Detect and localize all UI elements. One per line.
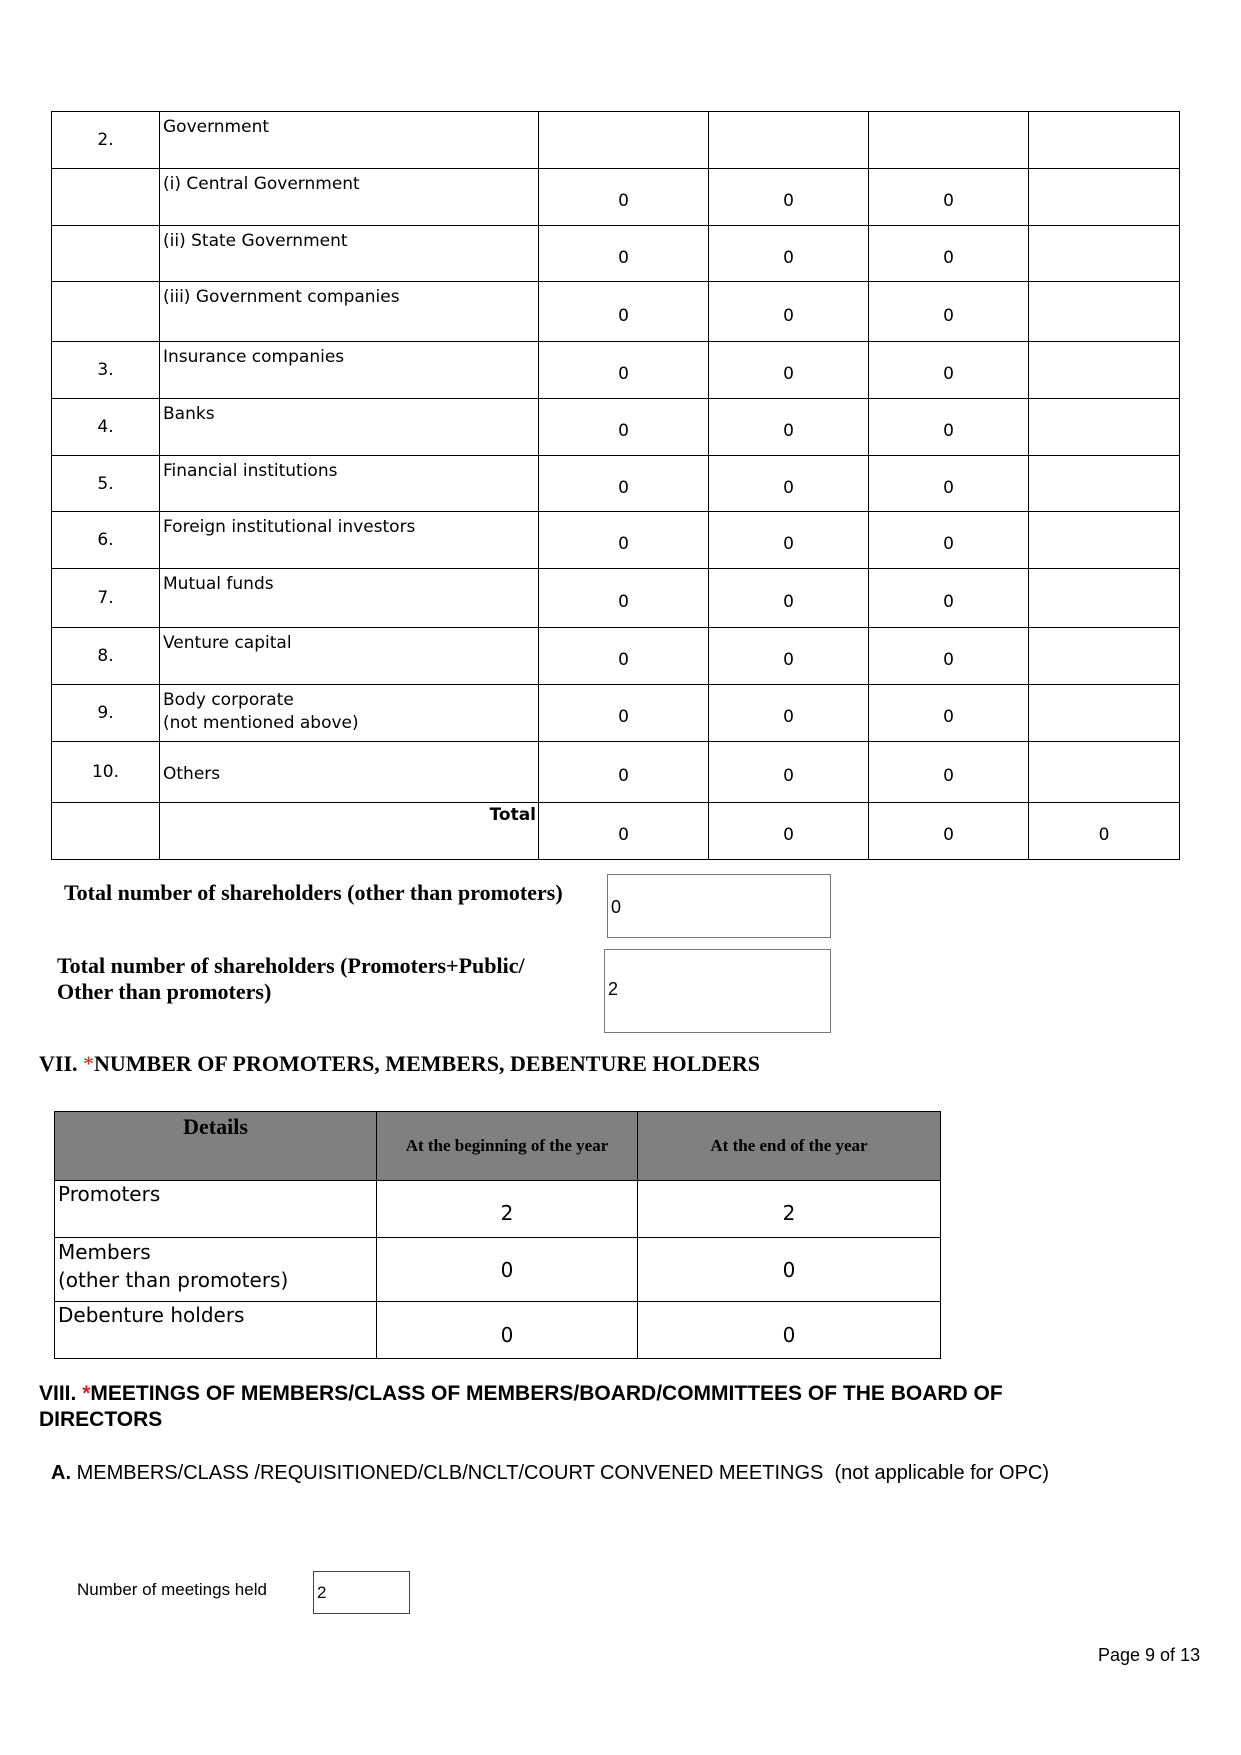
subsection-a-heading	[51, 1462, 1049, 1485]
value-cell: 0	[709, 169, 869, 226]
row-number	[52, 282, 160, 342]
table-row	[52, 112, 1180, 169]
value-cell	[1029, 512, 1180, 569]
table-row	[52, 685, 1180, 742]
total-value: 0	[869, 803, 1029, 860]
required-asterisk: *	[83, 1051, 95, 1076]
value-cell: 0	[709, 628, 869, 685]
value-cell	[1029, 399, 1180, 456]
subsection-a-title: MEMBERS/CLASS /REQUISITIONED/CLB/NCLT/COURT CONVENED MEETINGS	[76, 1462, 824, 1484]
category-label	[160, 112, 539, 169]
value-cell: 0	[709, 399, 869, 456]
row-number: 6.	[52, 512, 160, 569]
meetings-held-value: 2	[317, 1583, 327, 1602]
value-cell: 0	[539, 169, 709, 226]
category-label-line1: Banks	[163, 404, 215, 424]
category-label-line1: Venture capital	[163, 633, 292, 653]
category-label-line1: Insurance companies	[163, 347, 345, 367]
details-header: Details	[55, 1112, 377, 1181]
table-row	[52, 456, 1180, 512]
value-cell: 0	[869, 456, 1029, 512]
section-vii-number: VII.	[39, 1051, 84, 1076]
value-cell: 0	[869, 282, 1029, 342]
section-viii-title-line2: DIRECTORS	[39, 1408, 163, 1431]
value-cell	[869, 112, 1029, 169]
category-label	[160, 226, 539, 282]
category-label	[160, 399, 539, 456]
table-row	[52, 169, 1180, 226]
value-cell: 0	[539, 742, 709, 803]
row-label-line1: Members	[58, 1240, 151, 1264]
table-row	[52, 569, 1180, 628]
begin-value: 0	[377, 1238, 638, 1302]
value-cell: 0	[709, 282, 869, 342]
value-cell: 0	[539, 628, 709, 685]
table-row	[52, 342, 1180, 399]
value-cell: 0	[539, 569, 709, 628]
shareholders-other-than-promoters-value: 0	[611, 897, 622, 917]
table-row	[52, 282, 1180, 342]
value-cell: 0	[539, 342, 709, 399]
table-row	[55, 1238, 941, 1302]
value-cell: 0	[869, 169, 1029, 226]
section-vii-title: NUMBER OF PROMOTERS, MEMBERS, DEBENTURE HOLDERS	[94, 1051, 760, 1076]
category-label-line1: Financial institutions	[163, 461, 338, 481]
row-number: 9.	[52, 685, 160, 742]
value-cell	[1029, 628, 1180, 685]
table-row	[55, 1181, 941, 1238]
value-cell	[1029, 282, 1180, 342]
shareholders-other-than-promoters-field[interactable]	[607, 874, 831, 938]
total-value: 0	[709, 803, 869, 860]
required-asterisk: *	[82, 1382, 91, 1405]
end-value: 2	[638, 1181, 941, 1238]
empty-cell	[52, 803, 160, 860]
row-number: 4.	[52, 399, 160, 456]
total-row	[52, 803, 1180, 860]
subsection-a-note: (not applicable for OPC)	[834, 1462, 1050, 1484]
value-cell: 0	[539, 399, 709, 456]
value-cell: 0	[869, 685, 1029, 742]
value-cell: 0	[869, 569, 1029, 628]
category-label-line1: Foreign institutional investors	[163, 517, 416, 537]
subsection-a-letter: A.	[51, 1462, 71, 1484]
category-label-line1: (ii) State Government	[163, 231, 348, 251]
page-number: Page 9 of 13	[1098, 1645, 1201, 1665]
row-number: 3.	[52, 342, 160, 399]
total-shareholders-label	[57, 953, 525, 1005]
value-cell	[709, 112, 869, 169]
category-label	[160, 169, 539, 226]
category-label	[160, 628, 539, 685]
row-label: Debenture holders	[55, 1302, 377, 1359]
value-cell: 0	[709, 512, 869, 569]
section-viii-heading	[39, 1381, 1189, 1433]
table-row	[52, 226, 1180, 282]
section-viii-number: VIII.	[39, 1382, 83, 1405]
value-cell: 0	[869, 742, 1029, 803]
category-label	[160, 569, 539, 628]
section-vii-heading	[39, 1051, 760, 1077]
total-shareholders-field[interactable]	[604, 949, 831, 1033]
row-number: 2.	[52, 112, 160, 169]
row-label: Promoters	[55, 1181, 377, 1238]
end-value: 0	[638, 1302, 941, 1359]
meetings-held-field[interactable]	[313, 1571, 410, 1614]
end-of-year-header: At the end of the year	[638, 1112, 941, 1181]
shareholders-other-than-promoters-label: Total number of shareholders (other than promoters)	[64, 880, 563, 905]
value-cell: 0	[709, 685, 869, 742]
row-number: 7.	[52, 569, 160, 628]
table-row	[52, 628, 1180, 685]
value-cell: 0	[709, 342, 869, 399]
total-label: Total	[160, 803, 539, 860]
category-label	[160, 742, 539, 803]
value-cell: 0	[709, 226, 869, 282]
value-cell	[1029, 342, 1180, 399]
row-label-line2: (other than promoters)	[58, 1268, 289, 1292]
row-label	[55, 1238, 377, 1302]
value-cell: 0	[709, 569, 869, 628]
total-shareholders-label-line1: Total number of shareholders (Promoters+Public/	[57, 953, 525, 978]
category-label	[160, 685, 539, 742]
value-cell	[1029, 685, 1180, 742]
value-cell: 0	[869, 226, 1029, 282]
table-row	[52, 512, 1180, 569]
category-label-line2: (not mentioned above)	[163, 713, 359, 733]
value-cell	[1029, 456, 1180, 512]
category-label-line1: Government	[163, 117, 270, 137]
table-row	[52, 742, 1180, 803]
category-label	[160, 282, 539, 342]
row-number	[52, 226, 160, 282]
value-cell: 0	[869, 628, 1029, 685]
row-number: 10.	[52, 742, 160, 803]
value-cell	[1029, 742, 1180, 803]
category-label-line1: (iii) Government companies	[163, 287, 400, 307]
total-shareholders-label-line2: Other than promoters)	[57, 979, 272, 1004]
value-cell: 0	[539, 282, 709, 342]
total-value: 0	[539, 803, 709, 860]
value-cell: 0	[869, 342, 1029, 399]
value-cell	[1029, 112, 1180, 169]
section-viii-title-line1: MEETINGS OF MEMBERS/CLASS OF MEMBERS/BOARD/COMMITTEES OF THE BOARD OF	[90, 1382, 1003, 1405]
value-cell	[1029, 226, 1180, 282]
row-number: 5.	[52, 456, 160, 512]
value-cell	[1029, 169, 1180, 226]
table-row	[55, 1302, 941, 1359]
table-row	[52, 399, 1180, 456]
category-label	[160, 456, 539, 512]
row-number: 8.	[52, 628, 160, 685]
value-cell: 0	[539, 512, 709, 569]
category-label-line1: Mutual funds	[163, 574, 274, 594]
shareholding-category-table	[51, 111, 1180, 860]
total-value: 0	[1029, 803, 1180, 860]
value-cell	[1029, 569, 1180, 628]
value-cell: 0	[539, 456, 709, 512]
value-cell: 0	[539, 226, 709, 282]
beginning-of-year-header: At the beginning of the year	[377, 1112, 638, 1181]
meetings-held-label: Number of meetings held	[77, 1580, 267, 1599]
category-label-line1: Body corporate	[163, 690, 294, 710]
value-cell: 0	[709, 456, 869, 512]
value-cell	[539, 112, 709, 169]
category-label-line1: (i) Central Government	[163, 174, 360, 194]
end-value: 0	[638, 1238, 941, 1302]
value-cell: 0	[539, 685, 709, 742]
category-label	[160, 512, 539, 569]
category-label	[160, 342, 539, 399]
value-cell: 0	[869, 512, 1029, 569]
category-label-line1: Others	[163, 763, 221, 784]
value-cell: 0	[709, 742, 869, 803]
value-cell: 0	[869, 399, 1029, 456]
promoters-members-table	[54, 1111, 941, 1359]
row-number	[52, 169, 160, 226]
total-shareholders-value: 2	[608, 979, 619, 999]
begin-value: 0	[377, 1302, 638, 1359]
begin-value: 2	[377, 1181, 638, 1238]
